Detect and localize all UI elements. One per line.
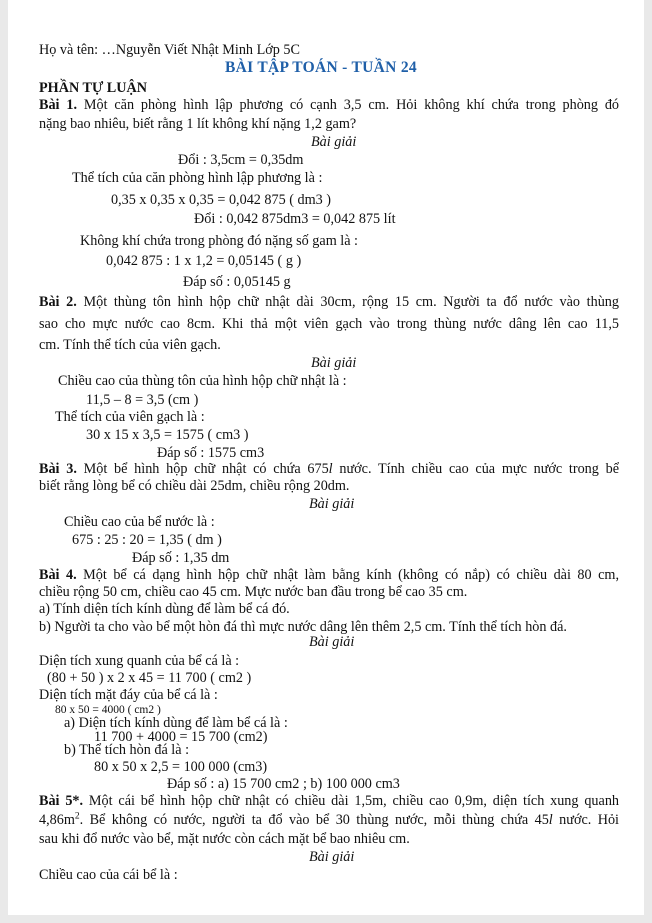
- bai1-step: Đổi : 3,5cm = 0,35dm: [178, 152, 304, 168]
- bai3-step: Chiều cao của bể nước là :: [64, 514, 215, 530]
- bai1-step: Không khí chứa trong phòng đó nặng số gam là :: [80, 233, 359, 249]
- bai4-solution-heading: Bài giải: [309, 634, 355, 650]
- worksheet-page: [8, 0, 644, 915]
- bai3-label: Bài 3.: [39, 461, 77, 477]
- bai5-step: Chiều cao của cái bể là :: [39, 867, 178, 883]
- bai3-answer: Đáp số : 1,35 dm: [132, 550, 230, 566]
- bai2-question-line-3: cm. Tính thể tích của viên gạch.: [39, 337, 221, 353]
- bai2-answer: Đáp số : 1575 cm3: [157, 445, 265, 461]
- bai2-solution-heading: Bài giải: [311, 355, 357, 371]
- bai2-step: Chiều cao của thùng tôn của hình hộp chữ nhật là :: [58, 373, 347, 389]
- bai2-question-line-1: Bài 2. Một thùng tôn hình hộp chữ nhật dài 30cm, rộng 15 cm. Người ta đổ nước vào thùng: [39, 294, 619, 310]
- bai1-answer: Đáp số : 0,05145 g: [183, 274, 291, 290]
- bai4-step-a: a) Diện tích kính dùng để làm bể cá là :: [64, 715, 288, 731]
- bai4-step: Diện tích mặt đáy của bể cá là :: [39, 687, 218, 703]
- bai1-question-line-2: nặng bao nhiêu, biết rằng 1 lít không khí nặng 1,2 gam?: [39, 116, 357, 132]
- bai2-question-line-2: sao cho mực nước cao 8cm. Khi thả một viên gạch vào trong thùng nước dâng lên cao 11,5: [39, 316, 619, 332]
- bai1-question-line-1: Bài 1. Một căn phòng hình lập phương có cạnh 3,5 cm. Hỏi không khí chứa trong phòng đó: [39, 97, 620, 113]
- bai5-question-line-1: Bài 5*. Một cái bể hình hộp chữ nhật có chiều dài 1,5m, chiều cao 0,9m, diện tích xung quanh: [39, 793, 620, 809]
- bai5-question-line-2: $4,86m^2$. Bể không có nước, người ta đổ vào bể 30 thùng nước, mỗi thùng chứa 45l nước. Hỏi: [39, 811, 619, 828]
- bai4-step-b: b) Thể tích hòn đá là :: [64, 742, 190, 758]
- bai4-step: 80 x 50 x 2,5 = 100 000 (cm3): [94, 759, 268, 775]
- page-title: BÀI TẬP TOÁN - TUẦN 24: [225, 59, 417, 76]
- bai2-step: 30 x 15 x 3,5 = 1575 ( cm3 ): [86, 427, 249, 443]
- bai2-step: Thể tích của viên gạch là :: [55, 409, 205, 425]
- bai1-step: Thể tích của căn phòng hình lập phương là :: [72, 170, 323, 186]
- bai4-step: 80 x 50 = 4000 ( cm2 ): [55, 704, 161, 716]
- bai5-question-line-3: sau khi đổ nước vào bể, mặt nước còn cách mặt bể bao nhiêu cm.: [39, 831, 410, 847]
- bai3-question-line-1: Bài 3. Một bể hình hộp chữ nhật có chứa 675l nước. Tính chiều cao của mực nước trong bể: [39, 461, 620, 477]
- bai1-step: 0,042 875 : 1 x 1,2 = 0,05145 ( g ): [106, 253, 302, 269]
- bai3-step: 675 : 25 : 20 = 1,35 ( dm ): [72, 532, 222, 548]
- bai4-answer: Đáp số : a) 15 700 cm2 ; b) 100 000 cm3: [167, 776, 400, 792]
- bai2-label: Bài 2.: [39, 294, 77, 310]
- bai4-step: (80 + 50 ) x 2 x 45 = 11 700 ( cm2 ): [47, 670, 252, 686]
- bai1-step: Đổi : 0,042 875dm3 = 0,042 875 lít: [194, 211, 396, 227]
- bai4-label: Bài 4.: [39, 567, 77, 583]
- bai4-step: Diện tích xung quanh của bể cá là :: [39, 653, 240, 669]
- bai4-step: 11 700 + 4000 = 15 700 (cm2): [94, 729, 268, 745]
- bai4-question-line-2: chiều rộng 50 cm, chiều cao 45 cm. Mực nước ban đầu trong bể cao 35 cm.: [39, 584, 468, 600]
- bai3-solution-heading: Bài giải: [309, 496, 355, 512]
- bai4-question-line-4: b) Người ta cho vào bể một hòn đá thì mực nước dâng lên thêm 2,5 cm. Tính thể tích hòn đá.: [39, 619, 567, 635]
- bai4-question-line-3: a) Tính diện tích kính dùng để làm bể cá đó.: [39, 601, 290, 617]
- student-info: Họ và tên: …Nguyễn Viết Nhật Minh Lớp 5C: [39, 42, 300, 58]
- bai1-label: Bài 1.: [39, 97, 77, 113]
- bai1-step: 0,35 x 0,35 x 0,35 = 0,042 875 ( dm3 ): [111, 192, 332, 208]
- bai4-question-line-1: Bài 4. Một bể cá dạng hình hộp chữ nhật làm bằng kính (không có nắp) có chiều dài 80 cm,: [39, 567, 620, 583]
- bai3-question-line-2: biết rằng lòng bể có chiều dài 25dm, chiều rộng 20dm.: [39, 478, 350, 494]
- bai1-solution-heading: Bài giải: [311, 134, 357, 150]
- bai2-step: 11,5 – 8 = 3,5 (cm ): [86, 392, 199, 408]
- section-heading: PHẦN TỰ LUẬN: [39, 80, 147, 96]
- bai5-solution-heading: Bài giải: [309, 849, 355, 865]
- bai5-label: Bài 5*.: [39, 793, 84, 809]
